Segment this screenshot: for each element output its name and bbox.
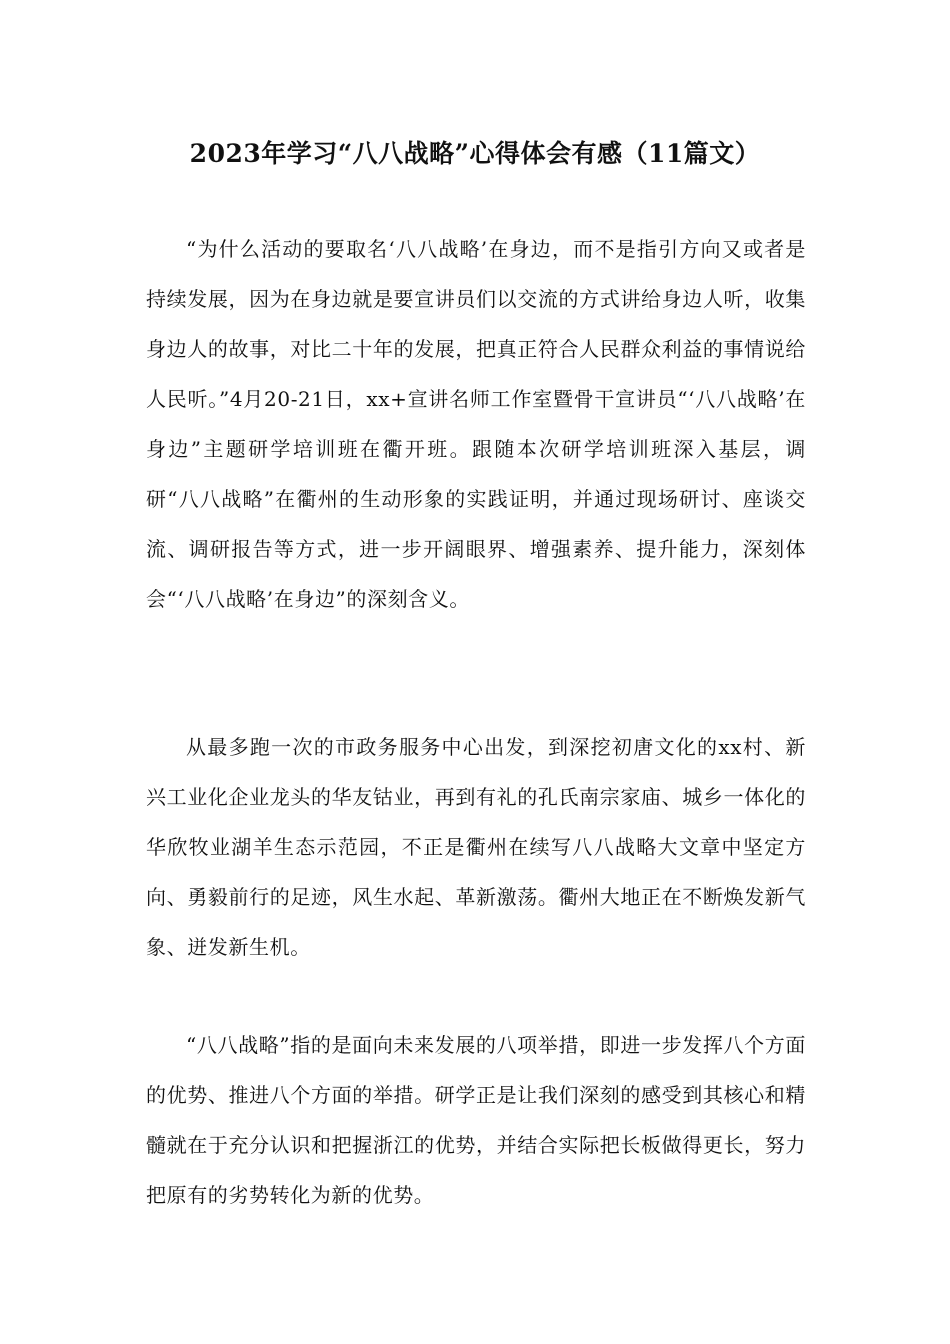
paragraph-1: “为什么活动的要取名‘八八战略’在身边，而不是指引方向又或者是持续发展，因为在身边就是要宣讲员们以交流的方式讲给身边人听，收集身边人的故事，对比二十年的发展，把真正符合人民群众利益的事情说给人民听。”4月20-21日，xx+宣讲名师工作室暨骨干宣讲员“‘八八战略’在身边”主题研学培训班在衢开班。跟随本次研学培训班深入基层，调研“八八战略”在衢州的生动形象的实践证明，并通过现场研讨、座谈交流、调研报告等方式，进一步开阔眼界、增强素养、提升能力，深刻体会“‘八八战略’在身边”的深刻含义。: [146, 237, 806, 611]
paragraph-3: “八八战略”指的是面向未来发展的八项举措，即进一步发挥八个方面的优势、推进八个方面的举措。研学正是让我们深刻的感受到其核心和精髓就在于充分认识和把握浙江的优势，并结合实际把长板做得更长，努力把原有的劣势转化为新的优势。: [146, 1033, 806, 1207]
paragraph-2: 从最多跑一次的市政务服务中心出发，到深挖初唐文化的xx村、新兴工业化企业龙头的华友钴业，再到有礼的孔氏南宗家庙、城乡一体化的华欣牧业湖羊生态示范园，不正是衢州在续写八八战略大文章中坚定方向、勇毅前行的足迹，风生水起、革新激荡。衢州大地正在不断焕发新气象、迸发新生机。: [146, 735, 806, 959]
document-title: 2023年学习“八八战略”心得体会有感（11篇文）: [189, 139, 761, 168]
